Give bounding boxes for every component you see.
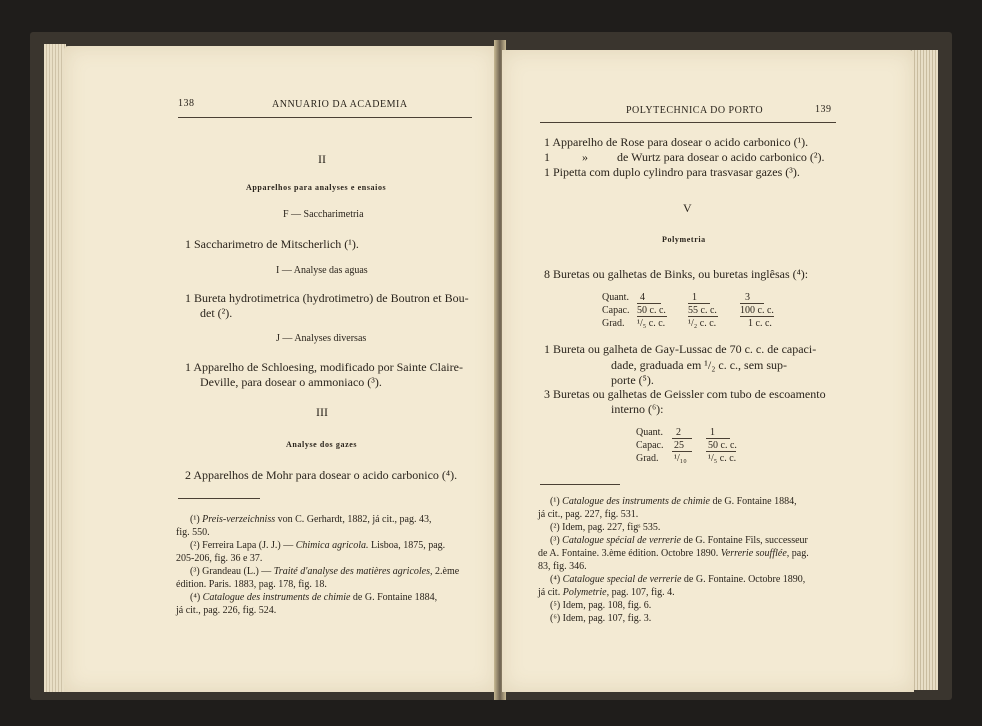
left-line-3b: Deville, para dosear o ammoniaco (³).: [200, 375, 382, 389]
table1-cell: 50 c. c.: [637, 305, 666, 316]
left-head-rule: [178, 117, 472, 118]
right-footnote-3-cont2: 83, fig. 346.: [538, 561, 587, 572]
right-line-5a: 1 Bureta ou galheta de Gay-Lussac de 70 c. c. de capaci-: [544, 342, 817, 356]
left-running-head: ANNUARIO DA ACADEMIA: [272, 99, 408, 110]
left-footnote-3-cont: édition. Paris. 1883, pag. 178, fig. 18.: [176, 579, 327, 590]
right-line-6a: 3 Buretas ou galhetas de Geissler com tubo de escoamento: [544, 387, 826, 401]
right-line-4: 8 Buretas ou galhetas de Binks, ou buretas inglêsas (⁴):: [544, 267, 809, 281]
table1-rule: [688, 303, 710, 304]
table2-label-grad: Grad.: [636, 453, 659, 464]
right-line-5c: porte (⁵).: [611, 373, 654, 387]
right-running-head: POLYTECHNICA DO PORTO: [626, 105, 764, 116]
right-head-rule: [540, 122, 836, 123]
table1-cell: ¹/₅ c. c.: [637, 318, 666, 329]
right-line-2-num: 1: [544, 150, 550, 164]
table2-label-quant: Quant.: [636, 427, 663, 438]
right-footnote-6: (⁶) Idem, pag. 107, fig. 3.: [550, 613, 652, 624]
table2-rule: [672, 438, 692, 439]
table2-cell: 50 c. c.: [708, 440, 737, 451]
left-page-number: 138: [178, 98, 195, 109]
right-line-6b: interno (⁶):: [611, 402, 664, 416]
right-footnote-1-cont: já cit., pag. 227, fig. 531.: [538, 509, 639, 520]
table1-cell: 100 c. c.: [740, 305, 774, 316]
table1-cell: ¹/₂ c. c.: [688, 318, 717, 329]
subheading-v: Polymetria: [662, 235, 706, 244]
left-footnote-4: (⁴) Catalogue des instruments de chimie de G. Fontaine 1884,: [190, 592, 438, 603]
table1-rule: [688, 316, 718, 317]
table2-rule: [706, 451, 736, 452]
right-line-3: 1 Pipetta com duplo cylindro para trasvasar gazes (³).: [544, 165, 800, 179]
left-footnote-1-cont: fig. 550.: [176, 527, 210, 538]
table1-cell: 3: [745, 292, 750, 303]
right-footnote-4-cont: já cit. Polymetrie, pag. 107, fig. 4.: [538, 587, 675, 598]
right-page-number: 139: [815, 104, 832, 115]
table1-rule: [740, 303, 764, 304]
right-footnote-1: (¹) Catalogue des instruments de chimie de G. Fontaine 1884,: [550, 496, 797, 507]
left-footnote-4-cont: já cit., pag. 226, fig. 524.: [176, 605, 277, 616]
table1-cell: 55 c. c.: [688, 305, 717, 316]
table2-cell: ¹/₅ c. c.: [708, 453, 737, 464]
table2-cell: 2: [676, 427, 681, 438]
right-footnote-5: (⁵) Idem, pag. 108, fig. 6.: [550, 600, 652, 611]
table2-rule: [672, 451, 692, 452]
table1-label-capac: Capac.: [602, 305, 630, 316]
heading-i: I — Analyse das aguas: [276, 265, 368, 276]
right-footnote-3: (³) Catalogue spécial de verrerie de G. Fontaine Fils, successeur: [550, 535, 808, 546]
left-line-2a: 1 Bureta hydrotimetrica (hydrotimetro) de Boutron et Bou-: [185, 291, 469, 305]
right-footnote-4: (⁴) Catalogue special de verrerie de G. Fontaine. Octobre 1890,: [550, 574, 806, 585]
page-edges-left: [44, 44, 66, 692]
subheading-iii: Analyse dos gazes: [286, 440, 358, 449]
table1-cell: 1 c. c.: [748, 318, 772, 329]
table1-rule: [740, 316, 774, 317]
table1-cell: 4: [640, 292, 645, 303]
table1-rule: [637, 316, 667, 317]
table2-label-capac: Capac.: [636, 440, 664, 451]
right-line-2: de Wurtz para dosear o acido carbonico (²).: [617, 150, 825, 164]
right-footnote-2: (²) Idem, pag. 227, figˢ 535.: [550, 522, 661, 533]
right-line-5b: dade, graduada em ¹/₂ c. c., sem sup-: [611, 358, 788, 372]
table1-cell: 1: [692, 292, 697, 303]
table1-rule: [637, 303, 661, 304]
section-ii: II: [318, 152, 326, 166]
right-footnote-3-cont: de A. Fontaine. 3.ème édition. Octobre 1890. Verrerie soufflée, pag.: [538, 548, 809, 559]
table2-cell: ¹/₁₀: [674, 453, 687, 464]
left-footnote-rule: [178, 498, 260, 499]
left-footnote-3: (³) Grandeau (L.) — Traité d'analyse des matières agricoles, 2.ème: [190, 566, 460, 577]
heading-f: F — Saccharimetria: [283, 209, 364, 220]
left-line-2b: det (²).: [200, 306, 233, 320]
left-line-3a: 1 Apparelho de Schloesing, modificado por Sainte Claire-: [185, 360, 463, 374]
right-line-2-ditto: »: [582, 150, 588, 164]
table2-rule: [706, 438, 730, 439]
right-footnote-rule: [540, 484, 620, 485]
subheading-ii: Apparelhos para analyses e ensaios: [246, 183, 387, 192]
table1-label-quant: Quant.: [602, 292, 629, 303]
left-footnote-1: (¹) Preis-verzeichniss von C. Gerhardt, 1882, já cit., pag. 43,: [190, 514, 432, 525]
table1-label-grad: Grad.: [602, 318, 625, 329]
heading-j: J — Analyses diversas: [276, 333, 367, 344]
left-footnote-2: (²) Ferreira Lapa (J. J.) — Chimica agricola. Lisboa, 1875, pag.: [190, 540, 446, 551]
section-v: V: [683, 201, 692, 215]
section-iii: III: [316, 405, 328, 419]
table2-cell: 1: [710, 427, 715, 438]
left-line-1: 1 Saccharimetro de Mitscherlich (¹).: [185, 237, 359, 251]
page-edges-right: [912, 50, 938, 690]
table2-cell: 25: [674, 440, 684, 451]
left-footnote-2-cont: 205-206, fig. 36 e 37.: [176, 553, 263, 564]
left-line-4: 2 Apparelhos de Mohr para dosear o acido carbonico (⁴).: [185, 468, 458, 482]
right-line-1: 1 Apparelho de Rose para dosear o acido carbonico (¹).: [544, 135, 809, 149]
